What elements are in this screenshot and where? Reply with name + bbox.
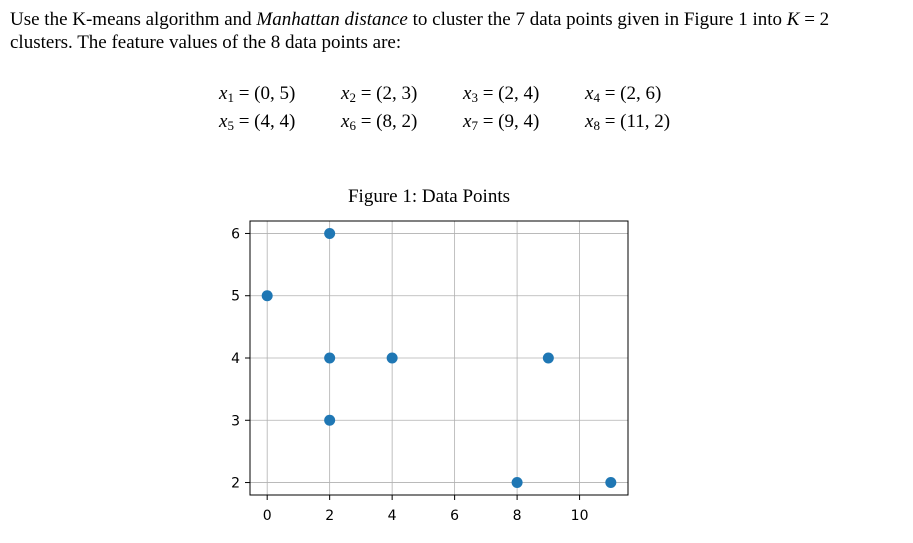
data-point xyxy=(324,415,335,426)
data-point xyxy=(324,228,335,239)
problem-text-line2: clusters. The feature values of the 8 data points are: xyxy=(10,32,402,53)
data-point xyxy=(512,477,523,488)
data-point xyxy=(262,290,273,301)
problem-text-start: Use the K-means algorithm and xyxy=(10,9,257,30)
point-definition-x4: $x_4 = (2$, 6) xyxy=(585,83,662,105)
data-point xyxy=(324,353,335,364)
point-definition-x2: $x_2 = (2$, 3) xyxy=(341,83,418,105)
y-tick-label: 2 xyxy=(231,475,240,492)
x-tick-label: 4 xyxy=(387,508,397,524)
data-point xyxy=(387,353,398,364)
y-tick-label: 4 xyxy=(231,351,240,367)
k-value: = 2 xyxy=(799,9,830,30)
x-tick-label: 8 xyxy=(512,508,522,524)
point-definition-x3: $x_3 = (2$, 4) xyxy=(463,83,540,105)
figure-caption: Figure 1: Data Points xyxy=(347,186,511,207)
problem-text-mid: to cluster the 7 data points given in Figure 1 into xyxy=(407,9,787,30)
point-definition-x6: $x_6 = (8$, 2) xyxy=(341,111,418,133)
x-tick-label: 6 xyxy=(450,508,460,524)
data-point xyxy=(605,477,616,488)
k-symbol: K xyxy=(786,9,800,30)
x-tick-label: 10 xyxy=(570,508,589,524)
y-tick-label: 5 xyxy=(231,288,240,305)
x-tick-label: 2 xyxy=(325,508,335,524)
y-tick-label: 6 xyxy=(231,226,240,243)
point-definition-x5: $x_5 = (4$, 4) xyxy=(219,111,296,133)
data-point xyxy=(543,353,554,364)
point-definition-x1: $x_1 = (0$, 5) xyxy=(219,83,296,105)
y-tick-label: 3 xyxy=(231,413,240,430)
point-definition-x8: $x_8 = (11$, 2) xyxy=(585,111,671,133)
point-definition-x7: $x_7 = (9$, 4) xyxy=(463,111,540,133)
x-tick-label: 0 xyxy=(262,508,272,524)
method-name: Manhattan distance xyxy=(256,9,408,30)
